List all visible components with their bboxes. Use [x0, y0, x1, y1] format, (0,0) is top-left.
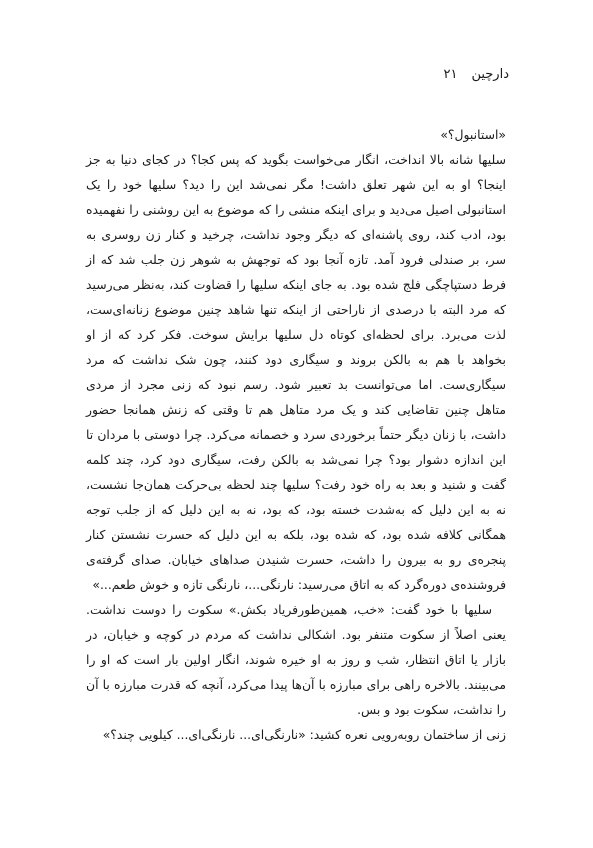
book-title: دارچین	[471, 67, 509, 82]
paragraph: سلیها شانه بالا انداخت، انگار می‌خواست بگوید که پس کجا؟ در کجای دنیا به جز اینجا؟ او به این شهر تعلق داشت! مگر نمی‌شد این را دید؟ سلیها خود را یک استانبولی اصیل می‌دید و برای اینکه منشی را که موضوع به این روشنی را نفهمیده بود، ادب کند، روی پاشنه‌ای که دیگر وجود نداشت، چرخید و کنار زن روسری به سر، بر صندلی فرود آمد. تازه آنجا بود که توجهش به شوهر زن جلب شد که از فرط دستپاچگی فلج شده بود. به جای اینکه سلیها را قضاوت کند، به‌نظر می‌رسید که مرد البته با درصدی از ناراحتی از اینکه تنها شاهد چنین موضوع زنانه‌ای‌ست، لذت می‌برد. برای لحظه‌ای کوتاه دل سلیها برایش سوخت. فکر کرد که از او بخواهد با هم به بالکن بروند و سیگاری دود کنند، چون شک نداشت که مرد سیگاری‌ست. اما می‌توانست بد تعبیر شود. رسم نبود که زنی مجرد از مردی متاهل چنین تقاضایی کند و یک مرد متاهل هم تا وقتی که زنش همانجا حضور داشت، با زنان دیگر حتماً برخوردی سرد و خصمانه می‌کرد. چرا دوستی با مردان تا این اندازه دشوار بود؟ چرا نمی‌شد به بالکن رفت، سیگاری دود کرد، چند کلمه گفت و شنید و بعد به راه خود رفت؟ سلیها چند لحظه بی‌حرکت همان‌جا نشست، نه به این دلیل که به‌شدت خسته بود، که بود، نه به این دلیل که از جلب توجه همگانی کلافه شده بود، که شده بود، بلکه به این دلیل که حسرت نشستن کنار پنجره‌ی رو به بیرون را داشت، حسرت شنیدن صداهای خیابان. صدای گرفته‌ی فروشنده‌ی دوره‌گرد که به اتاق می‌رسید: نارنگی...، نارنگی تازه و خوش طعم...»	[86, 152, 506, 592]
paragraph: زنی از ساختمان روبه‌رویی نعره کشید: «نارنگی‌ای... نارنگی‌ای... کیلویی چند؟»	[102, 727, 506, 742]
page-number: ۲۱	[443, 67, 458, 82]
body-text	[86, 122, 506, 747]
paragraph: سلیها با خود گفت: «خب، همین‌طورفریاد بکش.» سکوت را دوست نداشت. یعنی اصلاً از سکوت متنفر بود. اشکالی نداشت که مردم در کوچه و خیابان، در بازار یا اتاق انتظار، شب و روز به او خیره شوند، انگار اولین بار است که او را می‌بینند. بالاخره راهی برای مبارزه با آن‌ها پیدا می‌کرد، آنچه که قدرت مبارزه با آن را نداشت، سکوت بود و بس.	[86, 602, 506, 717]
paragraph-opening-line: «استانبول؟»	[440, 127, 506, 142]
running-header	[443, 66, 509, 84]
